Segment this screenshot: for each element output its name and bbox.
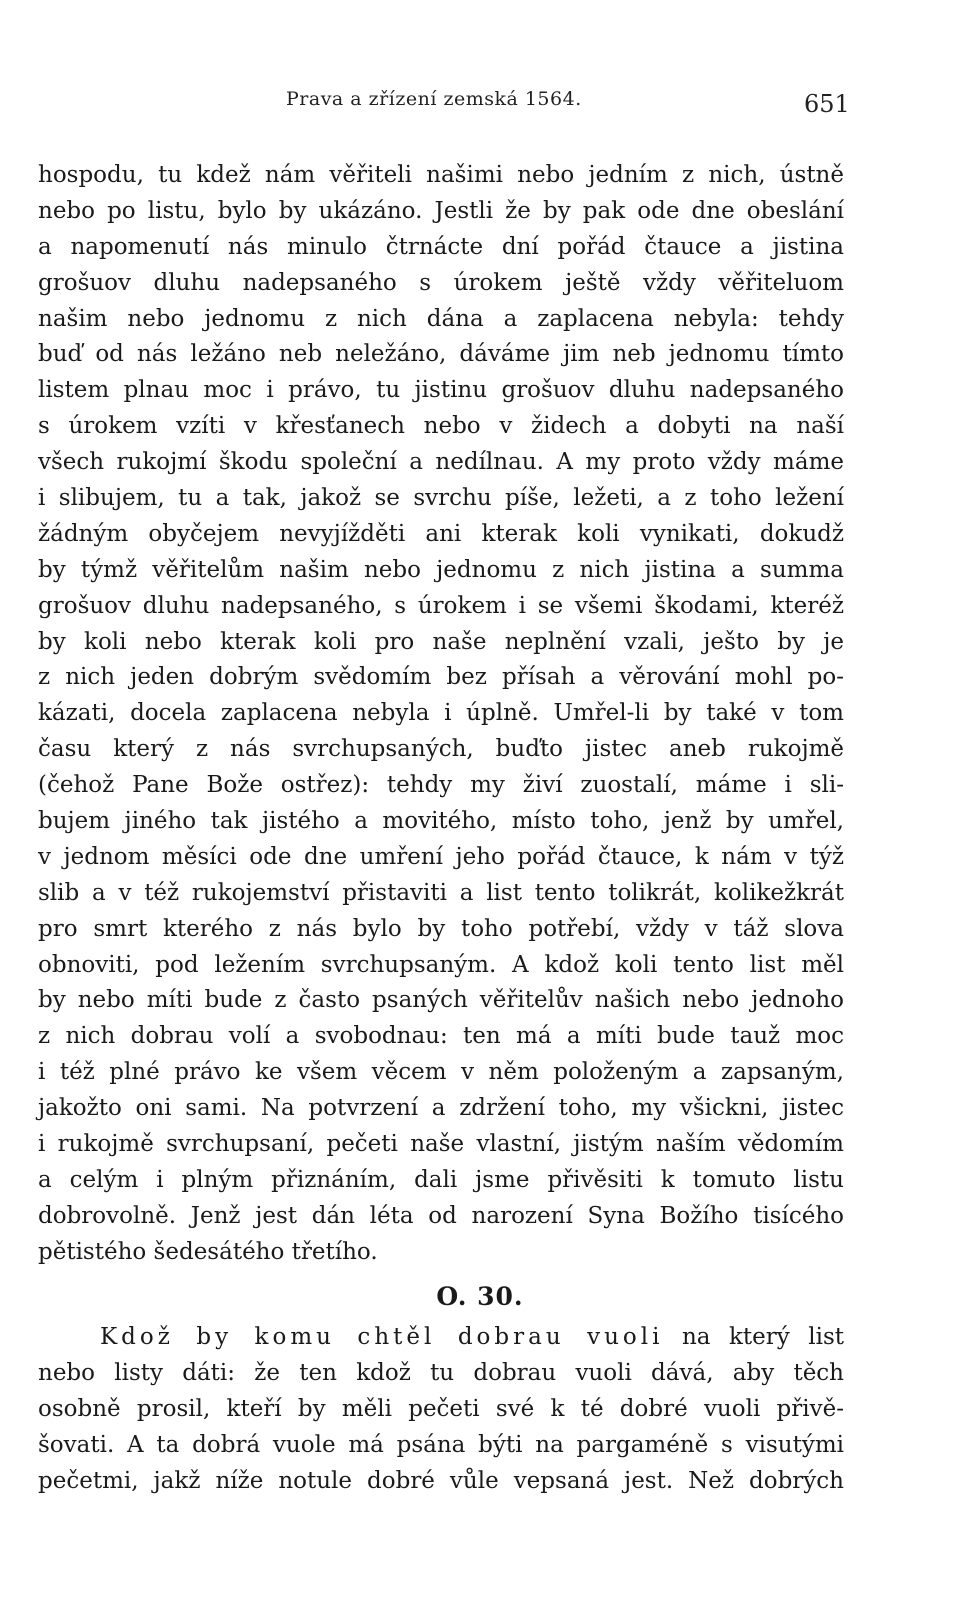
text-line: všech rukojmí škodu společní a nedílnau. A my proto vždy máme [38, 449, 844, 476]
text-line: pečetmi, jakž níže notule dobré vůle vepsaná jest. Než dobrých [38, 1467, 844, 1494]
text-line: z nich dobrau volí a svobodnau: ten má a míti bude tauž moc [38, 1023, 844, 1050]
spaced-lead-words: Kdož by komu chtěl dobrau vuoli [100, 1324, 664, 1350]
text-line: v jednom měsíci ode dne umření jeho pořád čtauce, k nám v týž [38, 843, 844, 870]
text-line: a napomenutí nás minulo čtrnácte dní pořád čtauce a jistina [38, 233, 844, 260]
text-line: obnoviti, pod ležením svrchupsaným. A kdož koli tento list měl [38, 951, 844, 978]
page-number: 651 [804, 90, 850, 118]
text-line: osobně prosil, kteří by měli pečeti své k té dobré vuoli přivě- [38, 1395, 844, 1422]
lead-line-rest: na který list [681, 1324, 844, 1350]
text-line: by týmž věřitelům našim nebo jednomu z nich jistina a summa [38, 556, 844, 583]
text-line: buď od nás ležáno neb neležáno, dáváme jim neb jednomu tímto [38, 341, 844, 368]
text-line: jakožto oni sami. Na potvrzení a zdržení toho, my všickni, jistec [38, 1095, 844, 1122]
text-line: šovati. A ta dobrá vuole má psána býti na pargaméně s visutými [38, 1431, 844, 1458]
text-line: našim nebo jednomu z nich dána a zaplacena nebyla: tehdy [38, 305, 844, 332]
text-line: dobrovolně. Jenž jest dán léta od narození Syna Božího tisícého [38, 1202, 844, 1229]
paragraph-section [38, 1320, 844, 1499]
text-line: by koli nebo kterak koli pro naše neplnění vzali, ješto by je [38, 628, 844, 655]
text-line: slib a v též rukojemství přistaviti a list tento tolikrát, kolikežkrát [38, 879, 844, 906]
text-line: grošuov dluhu nadepsaného, s úrokem i se všemi škodami, kteréž [38, 592, 844, 619]
running-title: Prava a zřízení zemská 1564. [286, 88, 582, 110]
text-line: nebo po listu, bylo by ukázáno. Jestli že by pak ode dne obeslání [38, 197, 844, 224]
text-line: času který z nás svrchupsaných, buďto jistec aneb rukojmě [38, 736, 844, 763]
text-line: grošuov dluhu nadepsaného s úrokem ještě vždy věřiteluom [38, 269, 844, 296]
text-line: pětistého šedesátého třetího. [38, 1238, 378, 1265]
text-line: i též plné právo ke všem věcem v něm položeným a zapsaným, [38, 1059, 844, 1086]
paragraph-main [38, 158, 844, 1271]
text-line: listem plnau moc i právo, tu jistinu grošuov dluhu nadepsaného [38, 377, 844, 404]
section-heading: O. 30. [436, 1282, 524, 1311]
text-line: i slibujem, tu a tak, jakož se svrchu píše, ležeti, a z toho ležení [38, 485, 844, 512]
text-line: (čehož Pane Bože ostřez): tehdy my živí zuostalí, máme i sli- [38, 772, 844, 799]
text-line: kázati, docela zaplacena nebyla i úplně. Umřel-li by také v tom [38, 700, 844, 727]
text-line-first [38, 1320, 844, 1356]
text-line: žádným obyčejem nevyjížděti ani kterak koli vynikati, dokudž [38, 520, 844, 547]
text-line: pro smrt kterého z nás bylo by toho potřebí, vždy v táž slova [38, 915, 844, 942]
text-line: hospodu, tu kdež nám věřiteli našimi nebo jedním z nich, ústně [38, 162, 844, 188]
text-line: nebo listy dáti: že ten kdož tu dobrau vuoli dává, aby těch [38, 1359, 844, 1386]
text-line: by nebo míti bude z často psaných věřitelův našich nebo jednoho [38, 987, 844, 1014]
text-line: i rukojmě svrchupsaní, pečeti naše vlastní, jistým naším vědomím [38, 1131, 844, 1158]
text-line: z nich jeden dobrým svědomím bez přísah a věrování mohl po- [38, 664, 844, 691]
text-line: s úrokem vzíti v křesťanech nebo v židech a dobyti na naší [38, 413, 844, 440]
text-line: a celým i plným přiznáním, dali jsme přivěsiti k tomuto listu [38, 1166, 844, 1193]
text-line: bujem jiného tak jistého a movitého, místo toho, jenž by umřel, [38, 808, 844, 835]
